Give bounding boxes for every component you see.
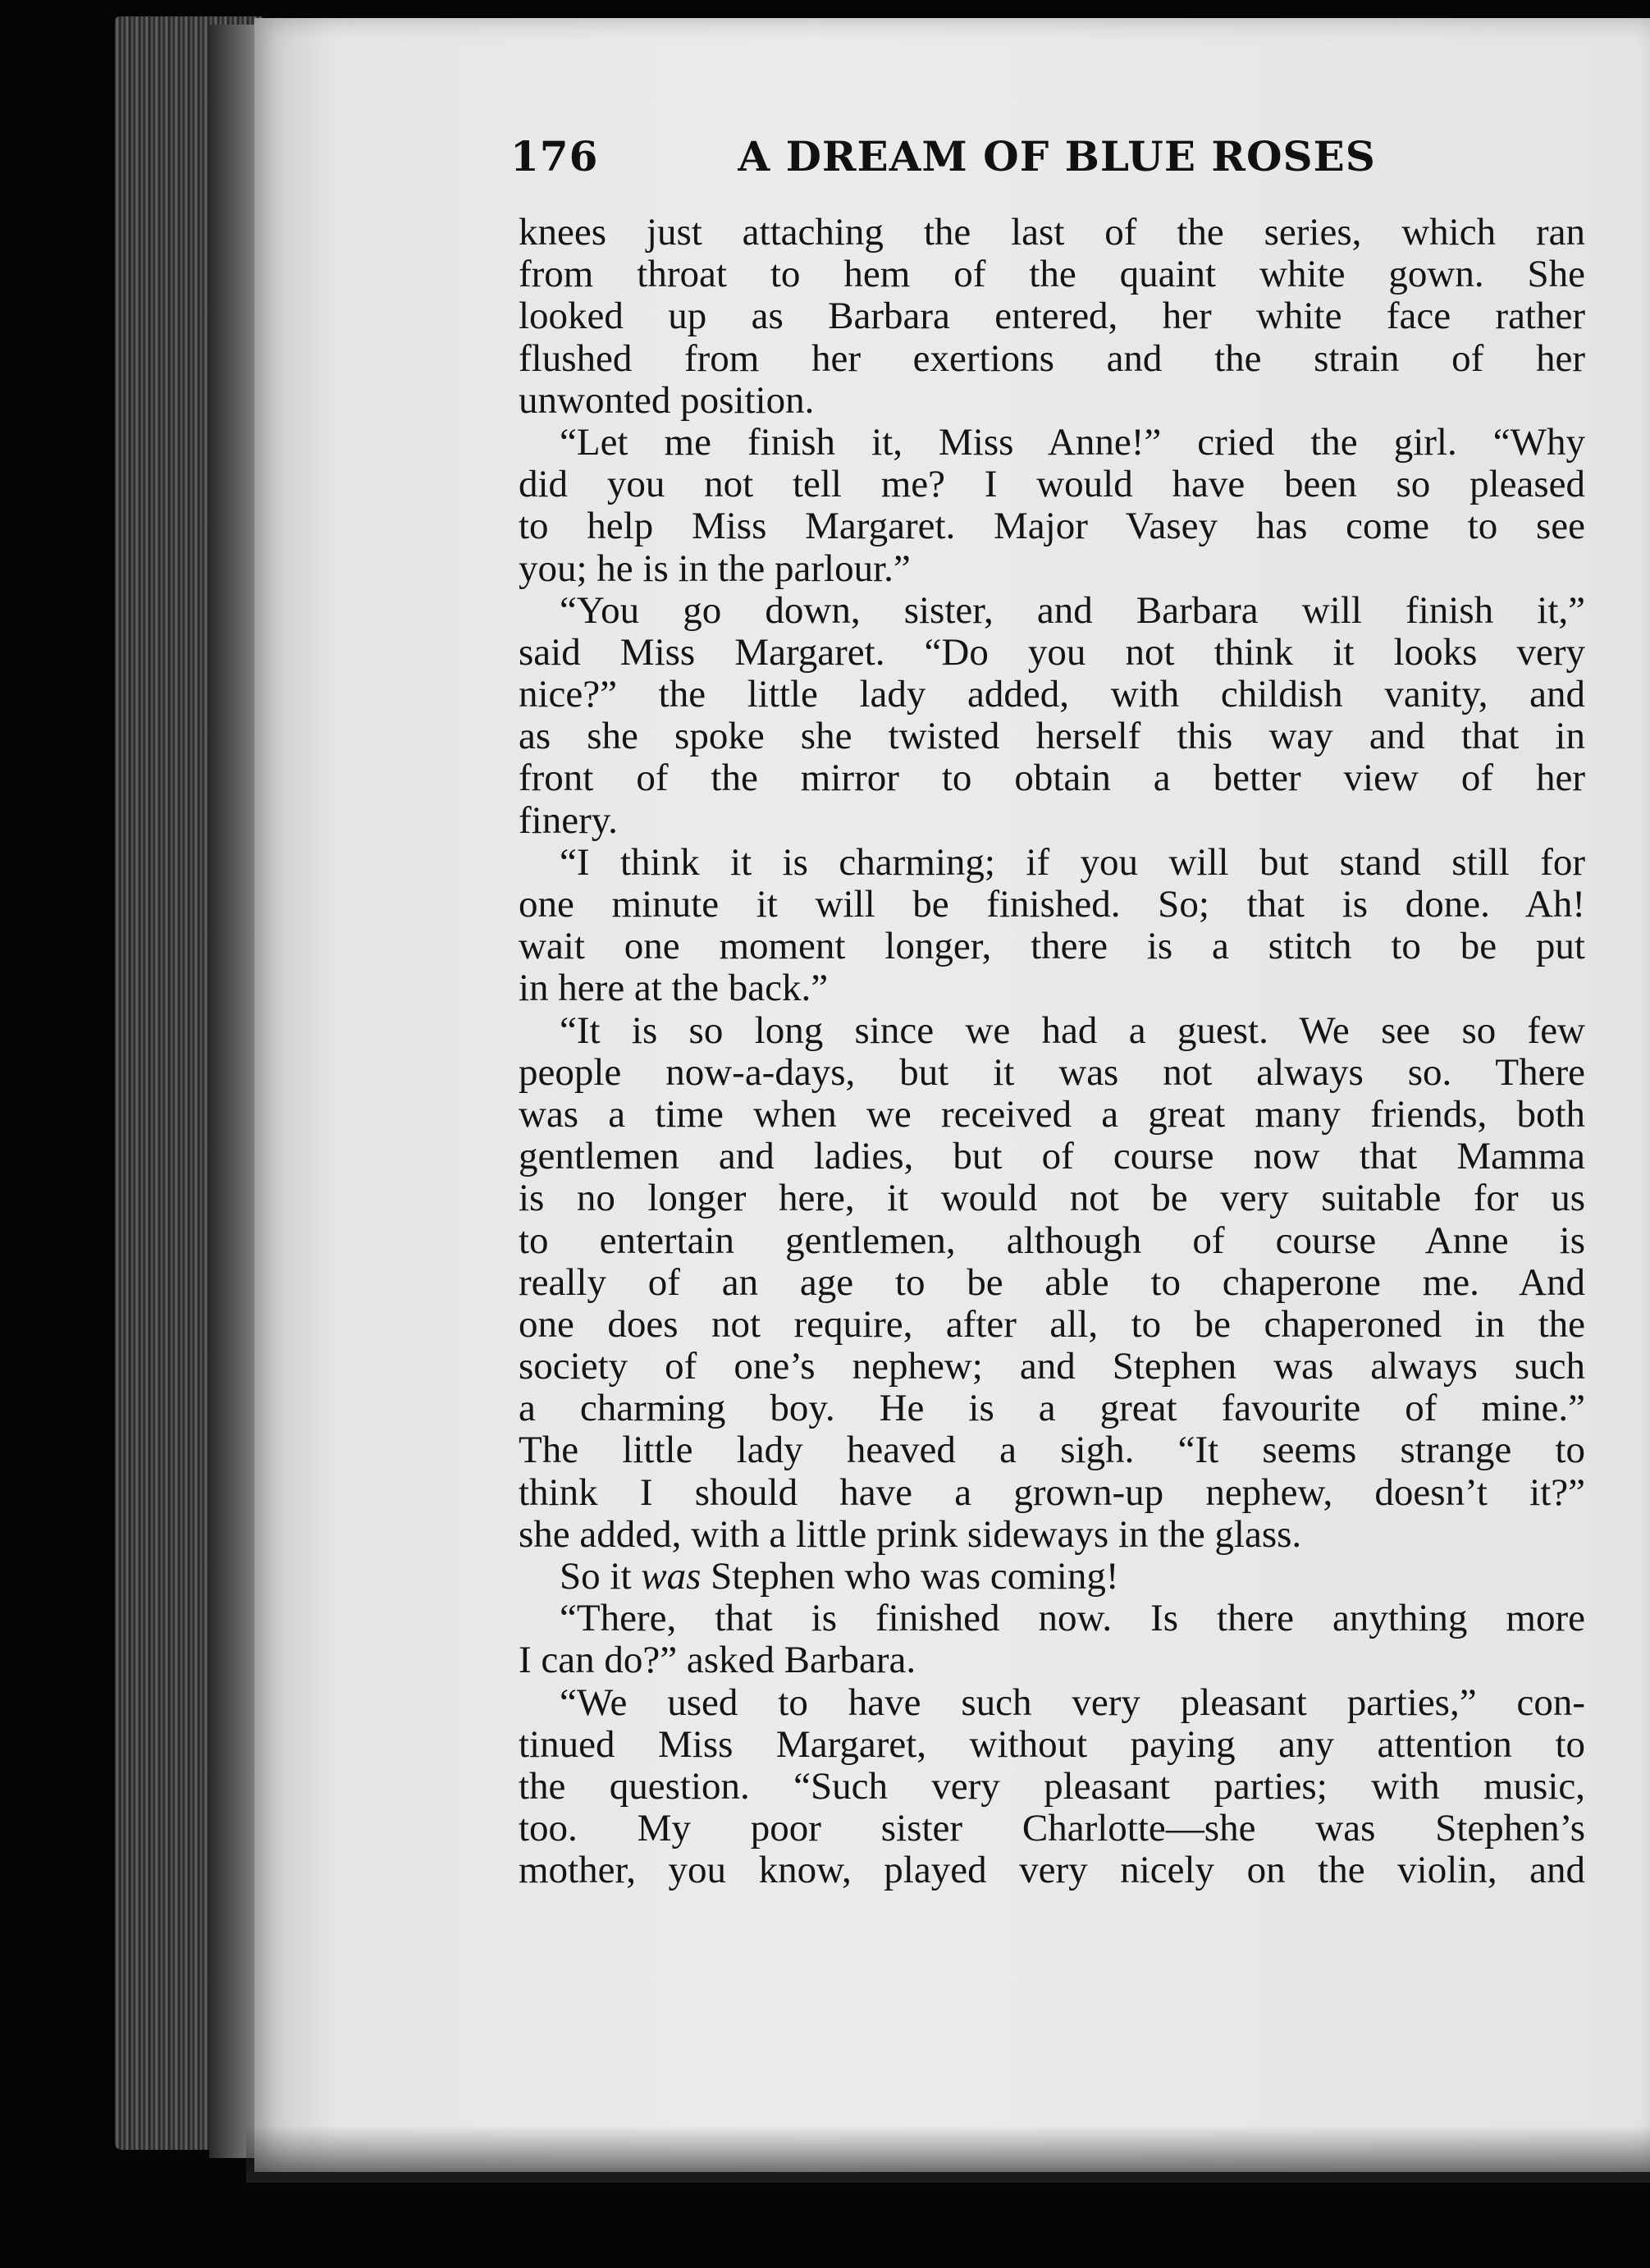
text-line: The little lady heaved a sigh. “It seems strange to xyxy=(519,1429,1585,1472)
text-line: knees just attaching the last of the series, which ran xyxy=(519,212,1585,254)
text-line: did you not tell me? I would have been so pleased xyxy=(519,464,1585,506)
text-line: flushed from her exertions and the strain of her xyxy=(519,337,1585,380)
text-line: as she spoke she twisted herself this way and that in xyxy=(519,716,1585,758)
text-line: “There, that is finished now. Is there anything more xyxy=(560,1598,1585,1640)
running-head xyxy=(510,123,1380,189)
text-line: one does not require, after all, to be chaperoned in the xyxy=(519,1303,1585,1346)
text-line: she added, with a little prink sideways in the glass. xyxy=(519,1513,1302,1556)
text-line: mother, you know, played very nicely on the violin, and xyxy=(519,1850,1585,1892)
emphasis: was xyxy=(641,1556,702,1598)
text-line: wait one moment longer, there is a stitch to be put xyxy=(519,926,1585,968)
text-line: to entertain gentlemen, although of course Anne is xyxy=(519,1219,1585,1262)
text-line: people now-a-days, but it was not always so. There xyxy=(519,1051,1585,1094)
text-line: you; he is in the parlour.” xyxy=(519,547,911,590)
text-line: nice?” the little lady added, with childish vanity, and xyxy=(519,674,1585,716)
body-text xyxy=(519,212,1585,1892)
text-line: really of an age to be able to chaperone me. And xyxy=(519,1261,1585,1304)
text-line: “Let me finish it, Miss Anne!” cried the girl. “Why xyxy=(560,421,1585,464)
page-bottom-shadow xyxy=(246,2125,1650,2183)
text-line: front of the mirror to obtain a better view of her xyxy=(519,757,1585,800)
text-line: think I should have a grown-up nephew, doesn’t it?” xyxy=(519,1471,1585,1514)
text-line: was a time when we received a great many friends, both xyxy=(519,1093,1585,1136)
text-line: I can do?” asked Barbara. xyxy=(519,1639,916,1682)
text-line: “You go down, sister, and Barbara will finish it,” xyxy=(560,589,1585,632)
page-number: 176 xyxy=(510,131,599,181)
text-line: gentlemen and ladies, but of course now that Mamma xyxy=(519,1136,1585,1178)
text-line: the question. “Such very pleasant parties; with music, xyxy=(519,1765,1585,1808)
text-line: tinued Miss Margaret, without paying any attention to xyxy=(519,1723,1585,1766)
text-line: unwonted position. xyxy=(519,379,815,422)
text-line: “I think it is charming; if you will but stand still for xyxy=(560,841,1585,884)
book-title: A DREAM OF BLUE ROSES xyxy=(738,131,1376,181)
text-line: to help Miss Margaret. Major Vasey has come to see xyxy=(519,505,1585,548)
text-line: from throat to hem of the quaint white gown. She xyxy=(519,254,1585,296)
text-line: in here at the back.” xyxy=(519,967,829,1010)
text-line: society of one’s nephew; and Stephen was always such xyxy=(519,1346,1585,1388)
text-line: “It is so long since we had a guest. We see so few xyxy=(560,1009,1585,1052)
text-line: too. My poor sister Charlotte—she was Stephen’s xyxy=(519,1808,1585,1850)
text-line: finery. xyxy=(519,799,618,842)
text-line: said Miss Margaret. “Do you not think it looks very xyxy=(519,631,1585,674)
text-line: “We used to have such very pleasant parties,” con- xyxy=(560,1681,1585,1724)
text-line: looked up as Barbara entered, her white face rather xyxy=(519,295,1585,338)
text-line: one minute it will be finished. So; that is done. Ah! xyxy=(519,884,1585,926)
text-line: So it was Stephen who was coming! xyxy=(560,1556,1119,1598)
text-line: a charming boy. He is a great favourite of mine.” xyxy=(519,1388,1585,1430)
text-line: is no longer here, it would not be very suitable for us xyxy=(519,1177,1585,1220)
